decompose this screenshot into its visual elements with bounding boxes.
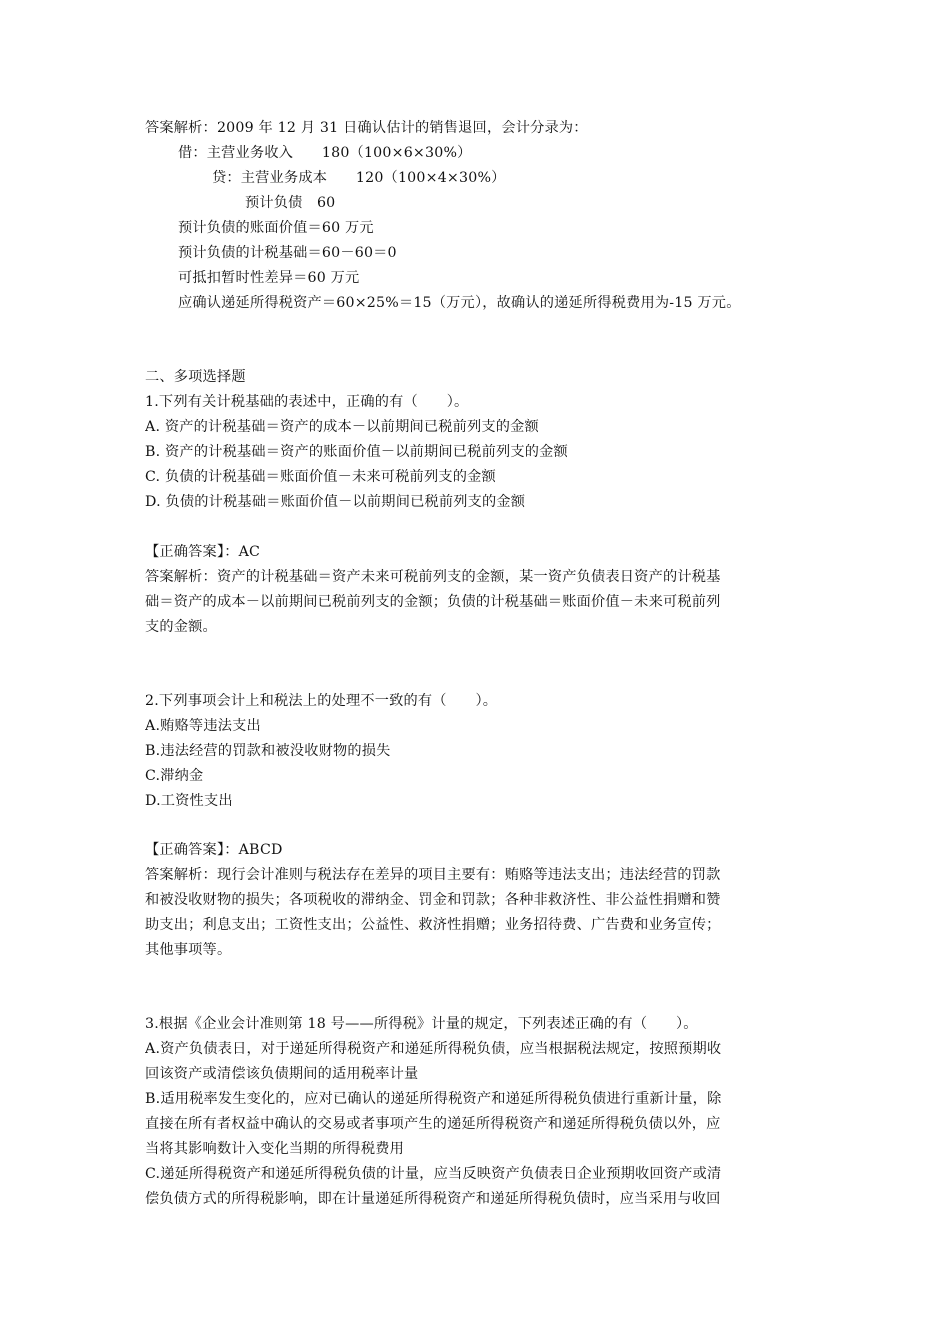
calc-book-value: 预计负债的账面价值＝60 万元 (178, 220, 374, 236)
q2-analysis-line: 助支出；利息支出；工资性支出；公益性、救济性捐赠；业务招待费、广告费和业务宣传； (145, 917, 721, 933)
q2-option-c: C.滞纳金 (145, 768, 204, 784)
journal-credit-line: 贷：主营业务成本 120（100×4×30%） (212, 170, 506, 186)
calc-tax-base: 预计负债的计税基础＝60－60＝0 (178, 245, 397, 261)
journal-credit-line-2: 预计负债 60 (245, 195, 336, 211)
q1-analysis-line: 答案解析：资产的计税基础＝资产未来可税前列支的金额，某一资产负债表日资产的计税基 (145, 569, 721, 585)
question-2: 2.下列事项会计上和税法上的处理不一致的有（ ）。 (145, 693, 498, 709)
q3-option-line: A.资产负债表日，对于递延所得税资产和递延所得税负债，应当根据税法规定，按照预期收 (145, 1041, 722, 1057)
q1-option-a: A. 资产的计税基础＝资产的成本－以前期间已税前列支的金额 (145, 419, 539, 435)
section-title: 二、多项选择题 (145, 369, 246, 385)
journal-debit-line: 借：主营业务收入 180（100×6×30%） (178, 145, 472, 161)
q3-option-line: B.适用税率发生变化的，应对已确认的递延所得税资产和递延所得税负债进行重新计量，除 (145, 1091, 722, 1107)
q3-option-line: 直接在所有者权益中确认的交易或者事项产生的递延所得税资产和递延所得税负债以外，应 (145, 1116, 721, 1132)
q2-analysis-line: 其他事项等。 (145, 942, 232, 958)
q2-option-a: A.贿赂等违法支出 (145, 718, 261, 734)
q2-option-d: D.工资性支出 (145, 793, 233, 809)
q1-analysis-line: 支的金额。 (145, 619, 217, 635)
q1-option-b: B. 资产的计税基础＝资产的账面价值－以前期间已税前列支的金额 (145, 444, 568, 460)
q1-option-d: D. 负债的计税基础＝账面价值－以前期间已税前列支的金额 (145, 494, 526, 510)
calc-temp-difference: 可抵扣暂时性差异＝60 万元 (178, 270, 360, 286)
q2-option-b: B.违法经营的罚款和被没收财物的损失 (145, 743, 391, 759)
q1-analysis-line: 础＝资产的成本－以前期间已税前列支的金额；负债的计税基础＝账面价值－未来可税前列 (145, 594, 721, 610)
q2-analysis-line: 答案解析：现行会计准则与税法存在差异的项目主要有：贿赂等违法支出；违法经营的罚款 (145, 867, 721, 883)
analysis-intro: 答案解析：2009 年 12 月 31 日确认估计的销售退回，会计分录为： (145, 120, 588, 136)
question-1: 1.下列有关计税基础的表述中，正确的有（ ）。 (145, 394, 469, 410)
q1-option-c: C. 负债的计税基础＝账面价值－未来可税前列支的金额 (145, 469, 496, 485)
q3-option-line: 偿负债方式的所得税影响，即在计量递延所得税资产和递延所得税负债时，应当采用与收回 (145, 1191, 721, 1207)
question-3: 3.根据《企业会计准则第 18 号——所得税》计量的规定，下列表述正确的有（ ）。 (145, 1016, 698, 1032)
q1-answer: 【正确答案】：AC (145, 544, 261, 560)
q3-option-line: 回该资产或清偿该负债期间的适用税率计量 (145, 1066, 419, 1082)
q3-option-line: C.递延所得税资产和递延所得税负债的计量，应当反映资产负债表日企业预期收回资产或清 (145, 1166, 722, 1182)
q2-analysis-line: 和被没收财物的损失；各项税收的滞纳金、罚金和罚款；各种非救济性、非公益性捐赠和赞 (145, 892, 721, 908)
q3-option-line: 当将其影响数计入变化当期的所得税费用 (145, 1141, 404, 1157)
q2-answer: 【正确答案】：ABCD (145, 842, 283, 858)
calc-conclusion: 应确认递延所得税资产＝60×25%＝15（万元），故确认的递延所得税费用为-15 万元。 (178, 295, 741, 311)
